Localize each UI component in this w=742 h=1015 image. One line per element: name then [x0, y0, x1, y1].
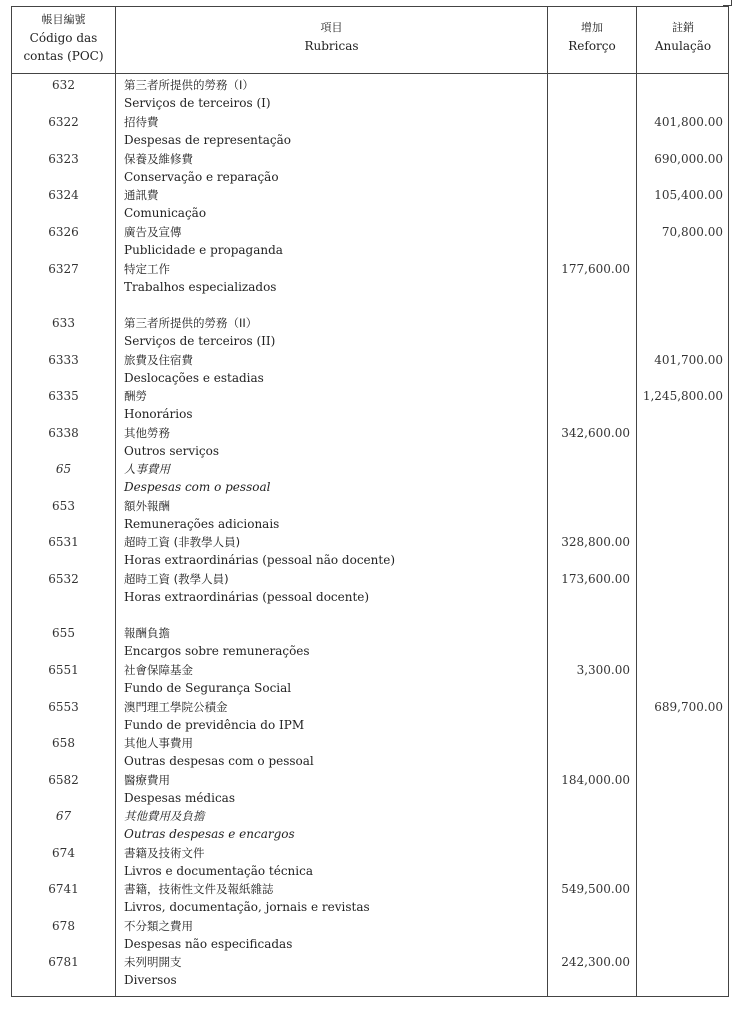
item-label-zh: 其他費用及負擔 [124, 809, 205, 823]
table-row [12, 351, 728, 370]
account-code: 632 [52, 78, 75, 92]
cancel-amount: 401,700.00 [654, 353, 723, 367]
account-code: 658 [52, 736, 75, 750]
header-increase-zh: 增加 [581, 21, 603, 34]
item-label-pt: Despesas com o pessoal [124, 480, 271, 494]
table-row-subline [12, 241, 728, 260]
item-label-zh: 額外報酬 [124, 499, 170, 513]
item-label-pt: Serviços de terceiros (I) [124, 96, 271, 110]
item-label-zh: 澳門理工學院公積金 [124, 700, 228, 714]
item-label-zh: 酬勞 [124, 389, 147, 403]
account-code: 6532 [48, 572, 79, 586]
item-label-pt: Outras despesas com o pessoal [124, 754, 314, 768]
header-divider [12, 73, 728, 74]
increase-amount: 3,300.00 [576, 663, 630, 677]
item-label-pt: Encargos sobre remunerações [124, 644, 310, 658]
account-code: 678 [52, 919, 75, 933]
table-row [12, 314, 728, 333]
account-code: 6551 [48, 663, 79, 677]
item-label-pt: Horas extraordinárias (pessoal não docente) [124, 553, 395, 567]
table-row-subline [12, 405, 728, 424]
item-label-zh: 第三者所提供的勞務（II） [124, 316, 258, 330]
table-row-subline [12, 716, 728, 735]
table-row [12, 150, 728, 169]
table-row [12, 460, 728, 479]
increase-amount: 549,500.00 [561, 882, 630, 896]
table-row [12, 387, 728, 406]
table-row-subline [12, 825, 728, 844]
item-label-pt: Trabalhos especializados [124, 280, 277, 294]
header-cancel-zh: 註銷 [672, 21, 694, 34]
table-row [12, 880, 728, 899]
item-label-zh: 不分類之費用 [124, 919, 193, 933]
item-label-zh: 其他人事費用 [124, 736, 193, 750]
table-row-subline [12, 515, 728, 534]
item-label-pt: Despesas não especificadas [124, 937, 293, 951]
table-row [12, 917, 728, 936]
increase-amount: 184,000.00 [561, 773, 630, 787]
header-cancel-pt: Anulação [654, 39, 712, 53]
cancel-amount: 401,800.00 [654, 115, 723, 129]
account-code: 6324 [48, 188, 79, 202]
header-item-pt: Rubricas [304, 39, 359, 53]
table-row [12, 771, 728, 790]
account-code: 67 [55, 809, 72, 823]
item-label-zh: 廣告及宣傳 [124, 225, 182, 239]
increase-amount: 328,800.00 [561, 535, 630, 549]
table-row-subline [12, 332, 728, 351]
table-row-subline [12, 642, 728, 661]
item-label-pt: Despesas de representação [124, 133, 291, 147]
item-label-zh: 社會保障基金 [124, 663, 193, 677]
table-row [12, 223, 728, 242]
cancel-amount: 105,400.00 [654, 188, 723, 202]
budget-table [11, 6, 729, 997]
item-label-pt: Livros e documentação técnica [124, 864, 313, 878]
account-code: 6333 [48, 353, 79, 367]
cancel-amount: 690,000.00 [654, 152, 723, 166]
item-label-zh: 超時工資 (非教學人員) [124, 535, 241, 549]
item-label-pt: Outros serviços [124, 444, 220, 458]
table-row [12, 113, 728, 132]
item-label-zh: 書籍，技術性文件及報紙雜誌 [124, 882, 274, 896]
account-code: 6335 [48, 389, 79, 403]
account-code: 6531 [48, 535, 79, 549]
table-row-subline [12, 588, 728, 607]
header-increase [548, 19, 636, 55]
item-label-zh: 人事費用 [124, 462, 170, 476]
item-label-pt: Publicidade e propaganda [124, 243, 283, 257]
increase-amount: 177,600.00 [561, 262, 630, 276]
header-item [116, 19, 547, 55]
table-row-subline [12, 789, 728, 808]
account-code: 65 [55, 462, 72, 476]
item-label-pt: Honorários [124, 407, 193, 421]
table-row [12, 570, 728, 589]
header-code-pt-1: Código das [29, 31, 98, 45]
table-row [12, 844, 728, 863]
table-row-subline [12, 94, 728, 113]
table-row-subline [12, 679, 728, 698]
table-row [12, 953, 728, 972]
item-label-zh: 其他勞務 [124, 426, 170, 440]
account-code: 674 [52, 846, 75, 860]
increase-amount: 242,300.00 [561, 955, 630, 969]
table-row-subline [12, 862, 728, 881]
table-row [12, 807, 728, 826]
item-label-zh: 保養及維修費 [124, 152, 193, 166]
table-row-subline [12, 898, 728, 917]
cancel-amount: 689,700.00 [654, 700, 723, 714]
item-label-zh: 報酬負擔 [124, 626, 170, 640]
account-code: 655 [52, 626, 75, 640]
item-label-zh: 超時工資 (教學人員) [124, 572, 229, 586]
table-row-subline [12, 478, 728, 497]
account-code: 6582 [48, 773, 79, 787]
item-label-zh: 招待費 [124, 115, 159, 129]
cancel-amount: 70,800.00 [661, 225, 723, 239]
account-code: 633 [52, 316, 75, 330]
item-label-zh: 通訊費 [124, 188, 159, 202]
table-row-subline [12, 752, 728, 771]
table-row [12, 260, 728, 279]
increase-amount: 173,600.00 [561, 572, 630, 586]
item-label-pt: Conservação e reparação [124, 170, 279, 184]
table-row [12, 624, 728, 643]
item-label-pt: Outras despesas e encargos [124, 827, 295, 841]
account-code: 6781 [48, 955, 79, 969]
table-row [12, 698, 728, 717]
table-row-subline [12, 168, 728, 187]
header-item-zh: 項目 [320, 21, 343, 34]
header-code [12, 11, 115, 65]
table-row-subline [12, 551, 728, 570]
item-label-pt: Livros, documentação, jornais e revistas [124, 900, 370, 914]
account-code: 6322 [48, 115, 79, 129]
table-row [12, 186, 728, 205]
item-label-zh: 未列明開支 [124, 955, 182, 969]
table-row-subline [12, 204, 728, 223]
header-cancel [637, 19, 729, 55]
item-label-pt: Horas extraordinárias (pessoal docente) [124, 590, 370, 604]
table-row-subline [12, 369, 728, 388]
account-code: 653 [52, 499, 75, 513]
table-row-subline [12, 131, 728, 150]
item-label-zh: 醫療費用 [124, 773, 170, 787]
table-row [12, 424, 728, 443]
item-label-pt: Despesas médicas [124, 791, 235, 805]
account-code: 6323 [48, 152, 79, 166]
table-row-subline [12, 935, 728, 954]
item-label-pt: Diversos [124, 973, 177, 987]
item-label-pt: Fundo de Segurança Social [124, 681, 292, 695]
account-code: 6741 [48, 882, 79, 896]
table-row-subline [12, 442, 728, 461]
account-code: 6327 [48, 262, 79, 276]
account-code: 6553 [48, 700, 79, 714]
item-label-zh: 旅費及住宿費 [124, 353, 193, 367]
header-increase-pt: Reforço [568, 39, 616, 53]
table-row [12, 661, 728, 680]
item-label-zh: 第三者所提供的勞務（I） [124, 78, 254, 92]
table-row-subline [12, 278, 728, 297]
item-label-pt: Remunerações adicionais [124, 517, 280, 531]
table-row [12, 76, 728, 95]
increase-amount: 342,600.00 [561, 426, 630, 440]
header-code-pt-2: contas (POC) [23, 49, 104, 63]
item-label-pt: Fundo de previdência do IPM [124, 718, 305, 732]
item-label-zh: 特定工作 [124, 262, 170, 276]
table-row [12, 497, 728, 516]
item-label-zh: 書籍及技術文件 [124, 846, 205, 860]
cancel-amount: 1,245,800.00 [642, 389, 723, 403]
table-row [12, 734, 728, 753]
item-label-pt: Comunicação [124, 206, 207, 220]
header-code-zh: 帳目編號 [41, 13, 86, 26]
item-label-pt: Serviços de terceiros (II) [124, 334, 276, 348]
account-code: 6338 [48, 426, 79, 440]
table-row-subline [12, 971, 728, 990]
item-label-pt: Deslocações e estadias [124, 371, 264, 385]
account-code: 6326 [48, 225, 79, 239]
table-row [12, 533, 728, 552]
